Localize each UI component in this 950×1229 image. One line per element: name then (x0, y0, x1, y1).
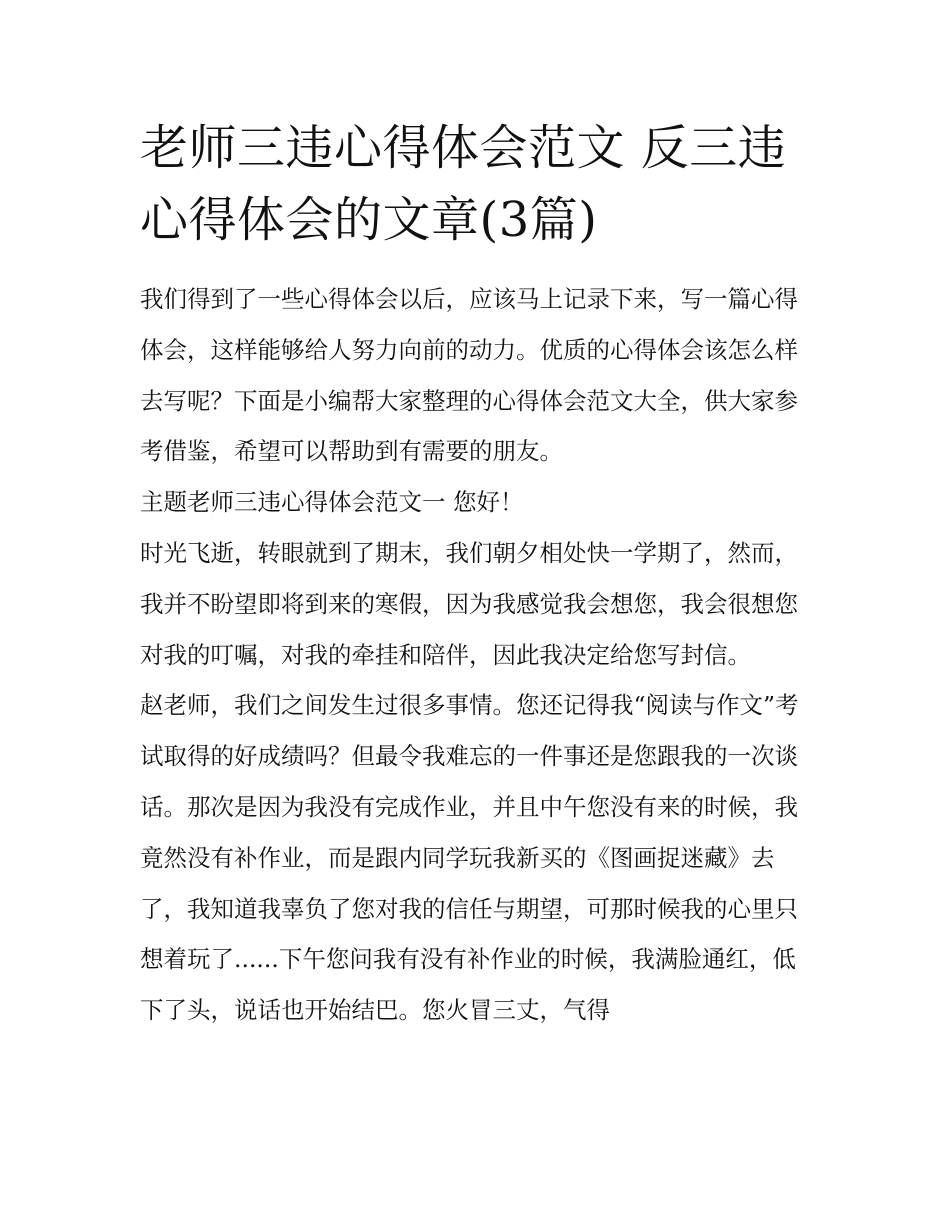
body-paragraph: 时光飞逝，转眼就到了期末，我们朝夕相处快一学期了，然而，我并不盼望即将到来的寒假，因为我感觉我会想您，我会很想您对我的叮嘱，对我的牵挂和陪伴，因此我决定给您写封信。 (140, 538, 798, 669)
body-paragraph: 赵老师，我们之间发生过很多事情。您还记得我“阅读与作文”考试取得的好成绩吗？但最令我难忘的一件事还是您跟我的一次谈话。那次是因为我没有完成作业，并且中午您没有来的时候，我竟然没有补作业，而是跟内同学玩我新买的《图画捉迷藏》去了，我知道我辜负了您对我的信任与期望，可那时候我的心里只想着玩了......下午您问我有没有补作业的时候，我满脸通红，低下了头，说话也开始结巴。您火冒三丈，气得 (140, 691, 799, 1025)
section-heading: 主题老师三违心得体会范文一 您好！ (140, 488, 524, 517)
intro-paragraph: 我们得到了一些心得体会以后，应该马上记录下来，写一篇心得体会，这样能够给人努力向前的动力。优质的心得体会该怎么样去写呢？下面是小编帮大家整理的心得体会范文大全，供大家参考借鉴，希望可以帮助到有需要的朋友。 (140, 285, 798, 466)
document-body (140, 274, 812, 1036)
document-title: 老师三违心得体会范文 反三违心得体会的文章(3篇) (140, 120, 787, 248)
